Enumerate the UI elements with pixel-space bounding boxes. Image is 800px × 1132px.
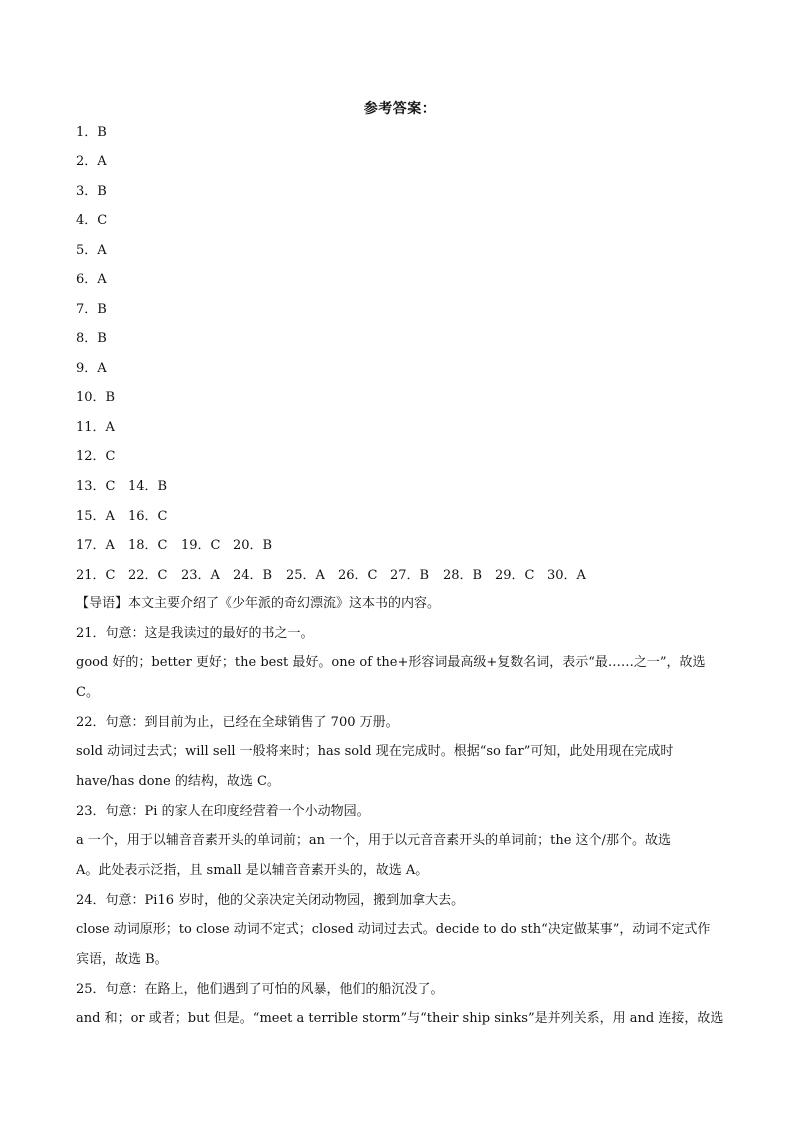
answer-item: 13．C xyxy=(76,479,116,494)
answer-item: 20．B xyxy=(233,538,273,553)
answer-item: 25．A xyxy=(286,568,325,583)
explanation-line: 21．句意：这是我读过的最好的书之一。 xyxy=(76,626,314,641)
explanation-line: have/has done 的结构，故选 C。 xyxy=(76,774,280,789)
answer-item: 22．C xyxy=(128,568,168,583)
answer-item: 30．A xyxy=(547,568,586,583)
answer-item: 19．C xyxy=(181,538,221,553)
answer-item: 12．C xyxy=(76,449,116,464)
explanation-line: A。此处表示泛指，且 small 是以辅音音素开头的，故选 A。 xyxy=(76,863,429,878)
answer-item: 11．A xyxy=(76,420,115,435)
answer-item: 14．B xyxy=(128,479,168,494)
explanation-line: good 好的；better 更好；the best 最好。one of the+形容词最高级+复数名词，表示“最……之一”，故选 xyxy=(76,655,706,670)
answer-item: 17．A xyxy=(76,538,115,553)
answer-item: 21．C xyxy=(76,568,116,583)
answer-item: 10．B xyxy=(76,390,116,405)
answer-item: 3．B xyxy=(76,184,107,199)
answer-item: 24．B xyxy=(233,568,273,583)
answer-item: 9．A xyxy=(76,361,107,376)
explanation-line: a 一个，用于以辅音音素开头的单词前；an 一个，用于以元音音素开头的单词前；the 这个/那个。故选 xyxy=(76,833,671,848)
answer-item: 4．C xyxy=(76,213,108,228)
answer-item: 1．B xyxy=(76,125,107,140)
explanation-line: and 和；or 或者；but 但是。“meet a terrible storm”与“their ship sinks”是并列关系，用 and 连接，故选 xyxy=(76,1011,724,1026)
answer-item: 15．A xyxy=(76,509,115,524)
answer-item: 18．C xyxy=(128,538,168,553)
answer-item: 7．B xyxy=(76,302,107,317)
answer-item: 26．C xyxy=(338,568,378,583)
explanation-line: close 动词原形；to close 动词不定式；closed 动词过去式。decide to do sth“决定做某事”，动词不定式作 xyxy=(76,922,711,937)
explanation-line: sold 动词过去式；will sell 一般将来时；has sold 现在完成时。根据“so far”可知，此处用现在完成时 xyxy=(76,744,674,759)
answer-item: 23．A xyxy=(181,568,220,583)
explanation-line: C。 xyxy=(76,685,99,700)
explanation-line: 23．句意：Pi 的家人在印度经营着一个小动物园。 xyxy=(76,804,370,819)
answer-item: 16．C xyxy=(128,509,168,524)
explanation-line: 22．句意：到目前为止，已经在全球销售了 700 万册。 xyxy=(76,715,399,730)
explanation-line: 25．句意：在路上，他们遇到了可怕的风暴，他们的船沉没了。 xyxy=(76,982,444,997)
explanation-line: 宾语，故选 B。 xyxy=(76,952,168,967)
answer-item: 6．A xyxy=(76,272,107,287)
answer-item: 27．B xyxy=(390,568,430,583)
answer-item: 5．A xyxy=(76,243,107,258)
answer-item: 28．B xyxy=(443,568,483,583)
answer-item: 8．B xyxy=(76,331,107,346)
answer-item: 2．A xyxy=(76,154,107,169)
page-title: 参考答案： xyxy=(363,101,437,117)
guide-line: 【导语】本文主要介绍了《少年派的奇幻漂流》这本书的内容。 xyxy=(76,596,441,611)
explanation-line: 24．句意：Pi16 岁时，他的父亲决定关闭动物园，搬到加拿大去。 xyxy=(76,893,465,908)
answer-item: 29．C xyxy=(495,568,535,583)
